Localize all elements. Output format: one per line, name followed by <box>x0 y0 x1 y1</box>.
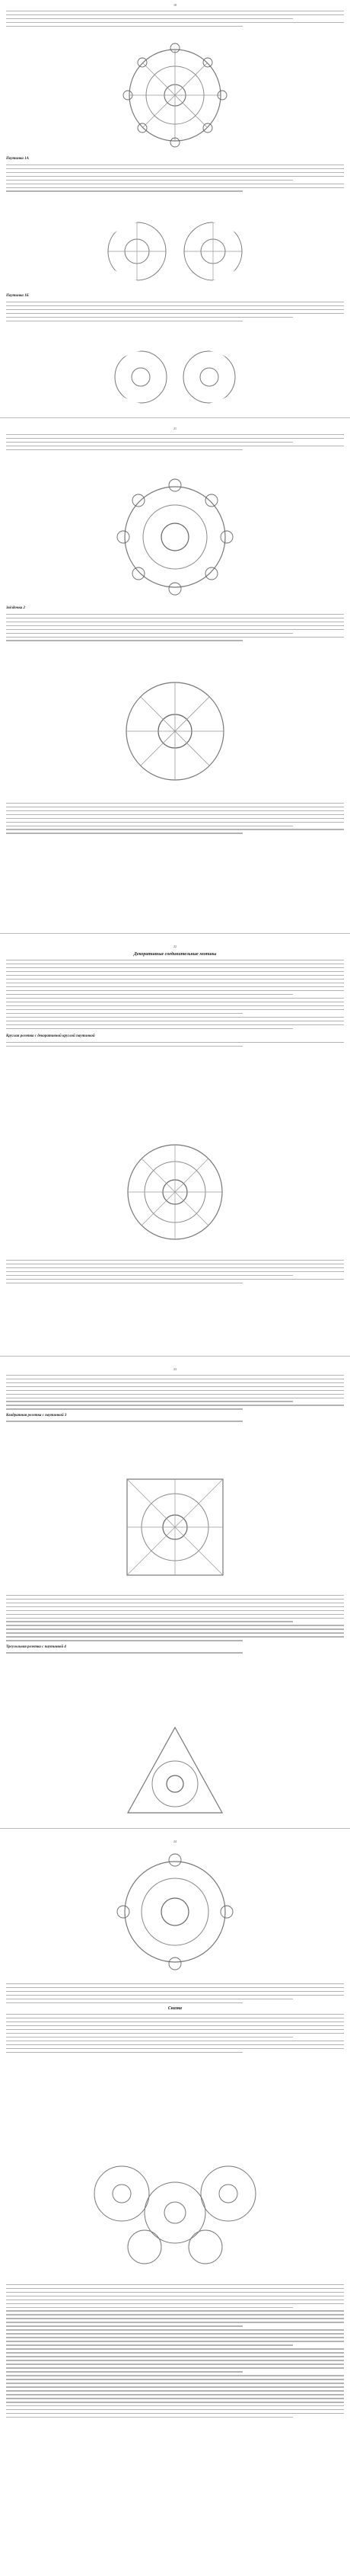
body-text <box>6 1042 344 1047</box>
square-rosette-image <box>118 1470 232 1584</box>
body-text <box>6 1260 344 1283</box>
lace-composition-image <box>84 2156 266 2270</box>
lace-motif-image <box>122 42 228 149</box>
page-22-text <box>6 1257 344 1286</box>
body-text <box>6 11 344 27</box>
body-text <box>6 1375 344 1410</box>
body-text <box>6 434 344 450</box>
lace-motif-image <box>114 1851 236 1973</box>
page-number: 21 <box>173 427 177 430</box>
page-24-text <box>6 1980 344 2056</box>
page-21-text <box>6 800 344 836</box>
page-22 <box>6 944 344 1050</box>
body-text <box>6 2014 344 2053</box>
body-text <box>6 302 344 321</box>
body-text <box>6 2284 344 2418</box>
section-heading: Паутинка 1А <box>6 157 29 161</box>
section-heading: Треугольная розетка с паутинкой 4 <box>6 1644 66 1649</box>
body-text <box>6 803 344 834</box>
body-text <box>6 614 344 641</box>
section-heading: Круглая розетка с декоративной круглой паутинкой <box>6 1034 95 1039</box>
page-18-section-a <box>6 156 344 194</box>
page-number: 23 <box>173 1367 177 1371</box>
body-text <box>6 1652 344 1653</box>
section-heading: Квадратная розетка с паутинкой 3 <box>6 1413 67 1417</box>
page-number: 18 <box>173 3 177 7</box>
body-text <box>6 960 344 1029</box>
round-rosette-image <box>118 1135 232 1249</box>
body-text <box>6 1595 344 1641</box>
page-number: 22 <box>173 944 177 948</box>
page-number: 24 <box>173 1839 177 1843</box>
body-text <box>6 1983 344 2003</box>
page-23-text <box>6 1592 344 1656</box>
star-motif-image <box>114 476 236 598</box>
page-24-text-end <box>6 2281 344 2421</box>
page-24 <box>6 1839 344 1844</box>
body-text <box>6 165 344 192</box>
page-21 <box>6 427 344 453</box>
star-motif-image <box>114 670 236 792</box>
section-title: Декоративные соединительные мотивы <box>133 952 217 957</box>
page-23 <box>6 1367 344 1424</box>
page-18 <box>6 3 344 30</box>
triangle-rosette-image <box>122 1721 228 1820</box>
section-heading: Звёздочка 2 <box>6 606 26 610</box>
section-heading: Паутинка 1Б <box>6 294 29 298</box>
page-21-section <box>6 606 344 644</box>
lace-motif-image <box>103 217 247 286</box>
lace-motif-image <box>107 347 243 407</box>
page-18-section-b <box>6 293 344 324</box>
section-title: Сказка <box>167 2006 183 2011</box>
